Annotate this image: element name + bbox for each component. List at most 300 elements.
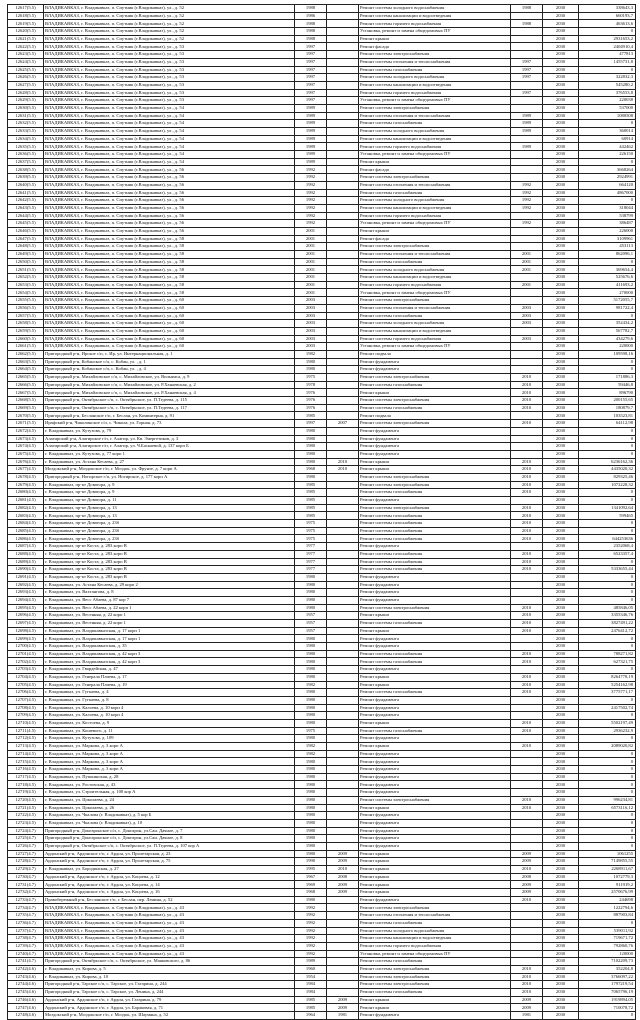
- cost-cell: 120000: [579, 950, 636, 958]
- planned-year-cell: 2030: [543, 543, 579, 551]
- record-id-cell: 12715(4.5): [8, 758, 44, 766]
- last-repair-year-cell: 2010: [511, 681, 543, 689]
- overhaul-year-cell: [327, 643, 359, 651]
- build-year-cell: 1989: [295, 104, 327, 112]
- planned-year-cell: 2030: [543, 327, 579, 335]
- address-cell: Ардонский р-н, Ардонское г/п, г. Ардон, ул. Пролетарская, д. 75: [44, 858, 295, 866]
- overhaul-year-cell: [327, 958, 359, 966]
- build-year-cell: 1997: [295, 58, 327, 66]
- cost-cell: 3766097,22: [579, 973, 636, 981]
- work-type-cell: Ремонт фасада: [359, 235, 511, 243]
- address-cell: Пригородный р-н, Кобанское с/п, с. Кобан, ул. , д. 1: [44, 358, 295, 366]
- last-repair-year-cell: [511, 427, 543, 435]
- overhaul-year-cell: [327, 104, 359, 112]
- work-type-cell: Ремонт крыши: [359, 673, 511, 681]
- cost-cell: 0: [579, 827, 636, 835]
- record-id-cell: 12671(5.5): [8, 420, 44, 428]
- build-year-cell: 2003: [295, 343, 327, 351]
- record-id-cell: 12684(4.5): [8, 520, 44, 528]
- work-type-cell: Ремонт крыши: [359, 804, 511, 812]
- address-cell: Пригородный р-н, Михайловское с/п, с. Михайловское, ул. Вильямса, д. 9: [44, 374, 295, 382]
- record-id-cell: 12681(4.5): [8, 497, 44, 505]
- record-id-cell: 12626(5.5): [8, 74, 44, 82]
- table-row: [8, 389, 636, 397]
- last-repair-year-cell: 1989: [511, 143, 543, 151]
- overhaul-year-cell: [327, 381, 359, 389]
- build-year-cell: 1992: [295, 919, 327, 927]
- table-row: [8, 873, 636, 881]
- address-cell: ВЛАДИКАВКАЗ, г. Владикавказ, п. Спутник (г.Владикавказ), ул., д. 56: [44, 212, 295, 220]
- planned-year-cell: 2030: [543, 589, 579, 597]
- table-row: [8, 527, 636, 535]
- last-repair-year-cell: [511, 573, 543, 581]
- table-row: [8, 274, 636, 282]
- last-repair-year-cell: 2009: [511, 850, 543, 858]
- work-type-cell: Ремонт системы электроснабжения: [359, 104, 511, 112]
- record-id-cell: 12645(5.5): [8, 220, 44, 228]
- cost-cell: 352434,2: [579, 320, 636, 328]
- build-year-cell: 1977: [295, 543, 327, 551]
- planned-year-cell: 2030: [543, 412, 579, 420]
- address-cell: ВЛАДИКАВКАЗ, г. Владикавказ, п. Спутник (г.Владикавказ), ул., д. 58: [44, 251, 295, 259]
- build-year-cell: 1980: [295, 366, 327, 374]
- address-cell: г. Владикавказ, пр-кт Доватора, д. 9: [44, 489, 295, 497]
- overhaul-year-cell: [327, 689, 359, 697]
- work-type-cell: Ремонт системы электроснабжения: [359, 973, 511, 981]
- planned-year-cell: 2030: [543, 89, 579, 97]
- record-id-cell: 12721(4.5): [8, 804, 44, 812]
- overhaul-year-cell: [327, 919, 359, 927]
- build-year-cell: 1989: [295, 958, 327, 966]
- record-id-cell: 12627(5.5): [8, 81, 44, 89]
- build-year-cell: 2003: [295, 335, 327, 343]
- cost-cell: 7149855,55: [579, 858, 636, 866]
- overhaul-year-cell: [327, 327, 359, 335]
- work-type-cell: Ремонт системы канализации и водоотведения: [359, 81, 511, 89]
- cost-cell: 60914: [579, 135, 636, 143]
- planned-year-cell: 2030: [543, 727, 579, 735]
- build-year-cell: 1980: [295, 643, 327, 651]
- cost-cell: 0: [579, 527, 636, 535]
- last-repair-year-cell: [511, 819, 543, 827]
- last-repair-year-cell: 1988: [511, 5, 543, 13]
- work-type-cell: Ремонт системы холодного водоснабжения: [359, 74, 511, 82]
- planned-year-cell: 2030: [543, 58, 579, 66]
- table-row: [8, 435, 636, 443]
- table-row: [8, 1012, 636, 1020]
- table-row: [8, 458, 636, 466]
- table-row: [8, 104, 636, 112]
- build-year-cell: 1976: [295, 389, 327, 397]
- record-id-cell: 12677(4.5): [8, 466, 44, 474]
- overhaul-year-cell: [327, 258, 359, 266]
- table-row: [8, 74, 636, 82]
- planned-year-cell: 2030: [543, 719, 579, 727]
- last-repair-year-cell: 2010: [511, 520, 543, 528]
- work-type-cell: Ремонт системы канализации и водоотведения: [359, 204, 511, 212]
- record-id-cell: 12697(4.5): [8, 620, 44, 628]
- address-cell: г. Владикавказ, ул. Вахтангова, д. 8: [44, 589, 295, 597]
- work-type-cell: Ремонт фундамента: [359, 781, 511, 789]
- work-type-cell: Ремонт системы электроснабжения: [359, 51, 511, 59]
- address-cell: Правобережный р-н, Бесланское г/п, г. Беслан, пер. Ленина, д. 52: [44, 896, 295, 904]
- last-repair-year-cell: [511, 942, 543, 950]
- cost-cell: 270000: [579, 289, 636, 297]
- build-year-cell: 1980: [295, 781, 327, 789]
- last-repair-year-cell: [511, 412, 543, 420]
- record-id-cell: 12667(5.5): [8, 389, 44, 397]
- last-repair-year-cell: [511, 43, 543, 51]
- address-cell: г. Владикавказ, пр-кт Доватора, д. 11: [44, 497, 295, 505]
- build-year-cell: 1980: [295, 704, 327, 712]
- cost-cell: 103523,81: [579, 412, 636, 420]
- build-year-cell: 1975: [295, 374, 327, 382]
- work-type-cell: Ремонт фундамента: [359, 812, 511, 820]
- overhaul-year-cell: [327, 304, 359, 312]
- last-repair-year-cell: 2009: [511, 881, 543, 889]
- record-id-cell: 12663(5.5): [8, 358, 44, 366]
- table-row: [8, 327, 636, 335]
- cost-cell: 0: [579, 789, 636, 797]
- build-year-cell: 1992: [295, 166, 327, 174]
- planned-year-cell: 2030: [543, 981, 579, 989]
- address-cell: ВЛАДИКАВКАЗ, г. Владикавказ, п. Спутник (г.Владикавказ), ул., д. 54: [44, 151, 295, 159]
- address-cell: г. Владикавказ, ул. Цоколаева, д. 26: [44, 804, 295, 812]
- table-row: [8, 473, 636, 481]
- work-type-cell: Ремонт системы холодного водоснабжения: [359, 320, 511, 328]
- table-row: [8, 212, 636, 220]
- planned-year-cell: 2030: [543, 266, 579, 274]
- work-type-cell: Ремонт фундамента: [359, 758, 511, 766]
- address-cell: Ардонский р-н, Ардонское г/п, г. Ардон, ул. Коцоева, д. 16: [44, 889, 295, 897]
- build-year-cell: 1980: [295, 835, 327, 843]
- build-year-cell: 1975: [295, 727, 327, 735]
- record-id-cell: 12708(4.5): [8, 704, 44, 712]
- last-repair-year-cell: 2010: [511, 389, 543, 397]
- work-type-cell: Установка, ремонт и замена общедомовых ПУ: [359, 950, 511, 958]
- table-row: [8, 635, 636, 643]
- last-repair-year-cell: [511, 635, 543, 643]
- address-cell: ВЛАДИКАВКАЗ, г. Владикавказ, п. Спутник (г.Владикавказ), ул., д. 56: [44, 220, 295, 228]
- planned-year-cell: 2030: [543, 666, 579, 674]
- table-row: [8, 704, 636, 712]
- address-cell: ВЛАДИКАВКАЗ, г. Владикавказ, п. Спутник (г.Владикавказ), ул., д. 56: [44, 204, 295, 212]
- overhaul-year-cell: 1981: [327, 1012, 359, 1020]
- cost-cell: 538799: [579, 212, 636, 220]
- build-year-cell: 1984: [295, 989, 327, 997]
- table-row: [8, 719, 636, 727]
- table-row: [8, 773, 636, 781]
- build-year-cell: 1997: [295, 81, 327, 89]
- table-row: [8, 942, 636, 950]
- work-type-cell: Ремонт фундамента: [359, 581, 511, 589]
- overhaul-year-cell: [327, 128, 359, 136]
- planned-year-cell: 2030: [543, 350, 579, 358]
- planned-year-cell: 2030: [543, 612, 579, 620]
- build-year-cell: 1960: [295, 965, 327, 973]
- table-row: [8, 450, 636, 458]
- cost-cell: 477813: [579, 51, 636, 59]
- last-repair-year-cell: 2009: [511, 889, 543, 897]
- last-repair-year-cell: 2010: [511, 381, 543, 389]
- record-id-cell: 12732(4.7): [8, 889, 44, 897]
- build-year-cell: 1980: [295, 735, 327, 743]
- record-id-cell: 12685(4.5): [8, 527, 44, 535]
- build-year-cell: 1980: [295, 804, 327, 812]
- address-cell: г. Владикавказ, ул. Астана Кесаева, д. 29 корп 2: [44, 581, 295, 589]
- overhaul-year-cell: [327, 743, 359, 751]
- record-id-cell: 12688(4.5): [8, 550, 44, 558]
- address-cell: Ардонский р-н, Ардонское г/п, г. Ардон, ул. Коцоева, д. 12: [44, 873, 295, 881]
- address-cell: г. Владикавказ, ул. Владикавказская, д. 17 корп 1: [44, 635, 295, 643]
- build-year-cell: 1995: [295, 866, 327, 874]
- overhaul-year-cell: [327, 135, 359, 143]
- planned-year-cell: 2030: [543, 773, 579, 781]
- work-type-cell: Ремонт фундамента: [359, 643, 511, 651]
- address-cell: ВЛАДИКАВКАЗ, г. Владикавказ, п. Спутник (г.Владикавказ), ул., д. 53: [44, 97, 295, 105]
- record-id-cell: 12619(5.5): [8, 20, 44, 28]
- overhaul-year-cell: [327, 497, 359, 505]
- work-type-cell: Ремонт фундамента: [359, 773, 511, 781]
- work-type-cell: Ремонт системы горячего водоснабжения: [359, 143, 511, 151]
- overhaul-year-cell: [327, 166, 359, 174]
- overhaul-year-cell: [327, 404, 359, 412]
- cost-cell: 0: [579, 635, 636, 643]
- build-year-cell: 1957: [295, 620, 327, 628]
- last-repair-year-cell: [511, 827, 543, 835]
- cost-cell: 2352068,4: [579, 543, 636, 551]
- overhaul-year-cell: [327, 789, 359, 797]
- address-cell: г. Владикавказ, ул. Гугкаева, д. 8: [44, 696, 295, 704]
- cost-cell: 719671,72: [579, 935, 636, 943]
- work-type-cell: Ремонт системы канализации и водоотведения: [359, 12, 511, 20]
- table-row: [8, 950, 636, 958]
- cost-cell: 6573116,12: [579, 804, 636, 812]
- build-year-cell: 1980: [295, 427, 327, 435]
- cost-cell: 567782,7: [579, 327, 636, 335]
- address-cell: г. Владикавказ, пр-кт Коста, д. 283 корп В: [44, 558, 295, 566]
- table-row: [8, 220, 636, 228]
- work-type-cell: Ремонт системы газоснабжения: [359, 558, 511, 566]
- work-type-cell: Ремонт системы канализации и водоотведения: [359, 135, 511, 143]
- table-row: [8, 358, 636, 366]
- record-id-cell: 12657(5.5): [8, 312, 44, 320]
- table-row: [8, 281, 636, 289]
- planned-year-cell: 2030: [543, 104, 579, 112]
- table-row: [8, 573, 636, 581]
- last-repair-year-cell: [511, 842, 543, 850]
- overhaul-year-cell: 2010: [327, 458, 359, 466]
- cost-cell: 5502197,49: [579, 719, 636, 727]
- work-type-cell: Установка, ремонт и замена общедомовых ПУ: [359, 220, 511, 228]
- work-type-cell: Ремонт фундамента: [359, 1012, 511, 1020]
- planned-year-cell: 2030: [543, 581, 579, 589]
- record-id-cell: 12664(5.5): [8, 366, 44, 374]
- address-cell: ВЛАДИКАВКАЗ, г. Владикавказ, п. Спутник (г.Владикавказ), ул., д. 52: [44, 35, 295, 43]
- build-year-cell: 1989: [295, 158, 327, 166]
- cost-cell: 0: [579, 573, 636, 581]
- record-id-cell: 12695(4.5): [8, 604, 44, 612]
- record-id-cell: 12704(4.5): [8, 673, 44, 681]
- last-repair-year-cell: 2010: [511, 527, 543, 535]
- planned-year-cell: 2030: [543, 343, 579, 351]
- planned-year-cell: 2030: [543, 35, 579, 43]
- planned-year-cell: 2030: [543, 873, 579, 881]
- work-type-cell: Ремонт системы газоснабжения: [359, 658, 511, 666]
- table-row: [8, 965, 636, 973]
- cost-cell: 7102209,73: [579, 958, 636, 966]
- build-year-cell: 1988: [295, 35, 327, 43]
- last-repair-year-cell: [511, 596, 543, 604]
- last-repair-year-cell: 1997: [511, 74, 543, 82]
- cost-cell: 0: [579, 366, 636, 374]
- table-row: [8, 935, 636, 943]
- cost-cell: 1341092,64: [579, 504, 636, 512]
- work-type-cell: Ремонт крыши: [359, 466, 511, 474]
- work-type-cell: Ремонт фундамента: [359, 827, 511, 835]
- cost-cell: 0: [579, 312, 636, 320]
- record-id-cell: 12678(4.5): [8, 473, 44, 481]
- record-id-cell: 12634(5.5): [8, 135, 44, 143]
- table-row: [8, 427, 636, 435]
- overhaul-year-cell: [327, 389, 359, 397]
- cost-cell: 64112,98: [579, 420, 636, 428]
- record-id-cell: 12747(4.6): [8, 1004, 44, 1012]
- overhaul-year-cell: [327, 220, 359, 228]
- table-row: [8, 566, 636, 574]
- work-type-cell: Ремонт системы канализации и водоотведения: [359, 327, 511, 335]
- work-type-cell: Ремонт системы горячего водоснабжения: [359, 942, 511, 950]
- overhaul-year-cell: [327, 766, 359, 774]
- planned-year-cell: 2030: [543, 112, 579, 120]
- work-type-cell: Ремонт крыши: [359, 227, 511, 235]
- record-id-cell: 12691(4.5): [8, 573, 44, 581]
- cost-cell: 996234,81: [579, 796, 636, 804]
- overhaul-year-cell: [327, 596, 359, 604]
- record-id-cell: 12649(5.5): [8, 251, 44, 259]
- last-repair-year-cell: 2010: [511, 743, 543, 751]
- address-cell: ВЛАДИКАВКАЗ, г. Владикавказ, п. Спутник (г.Владикавказ), ул., д. 56: [44, 181, 295, 189]
- last-repair-year-cell: 2010: [511, 612, 543, 620]
- cost-cell: 0: [579, 666, 636, 674]
- last-repair-year-cell: [511, 712, 543, 720]
- overhaul-year-cell: [327, 227, 359, 235]
- address-cell: ВЛАДИКАВКАЗ, г. Владикавказ, п. Спутник (г.Владикавказ), ул., д. 54: [44, 128, 295, 136]
- table-row: [8, 666, 636, 674]
- work-type-cell: Ремонт системы электроснабжения: [359, 796, 511, 804]
- work-type-cell: Ремонт системы газоснабжения: [359, 189, 511, 197]
- build-year-cell: 1980: [295, 573, 327, 581]
- record-id-cell: 12686(4.5): [8, 535, 44, 543]
- cost-cell: 1072228,32: [579, 481, 636, 489]
- overhaul-year-cell: [327, 727, 359, 735]
- overhaul-year-cell: [327, 819, 359, 827]
- table-row: [8, 251, 636, 259]
- address-cell: ВЛАДИКАВКАЗ, г. Владикавказ, п. Спутник (г.Владикавказ), ул., д. 54: [44, 104, 295, 112]
- overhaul-year-cell: 2009: [327, 858, 359, 866]
- address-cell: г. Владикавказ, ул. Костоева, д. 9: [44, 719, 295, 727]
- work-type-cell: Ремонт крыши: [359, 743, 511, 751]
- overhaul-year-cell: [327, 374, 359, 382]
- overhaul-year-cell: [327, 550, 359, 558]
- build-year-cell: 1980: [295, 596, 327, 604]
- work-type-cell: Ремонт фундамента: [359, 358, 511, 366]
- cost-cell: 2089020,82: [579, 743, 636, 751]
- table-row: [8, 420, 636, 428]
- cost-cell: 887903,84: [579, 912, 636, 920]
- overhaul-year-cell: [327, 712, 359, 720]
- cost-cell: 338643,3: [579, 5, 636, 13]
- table-row: [8, 258, 636, 266]
- address-cell: г. Владикавказ, ул. Маркова, д. 3 корп А: [44, 766, 295, 774]
- address-cell: ВЛАДИКАВКАЗ, г. Владикавказ, п. Спутник (г.Владикавказ), ул., д. 53: [44, 43, 295, 51]
- build-year-cell: 2001: [295, 243, 327, 251]
- overhaul-year-cell: [327, 842, 359, 850]
- build-year-cell: 1982: [295, 681, 327, 689]
- last-repair-year-cell: [511, 151, 543, 159]
- work-type-cell: Ремонт системы горячего водоснабжения: [359, 89, 511, 97]
- last-repair-year-cell: [511, 781, 543, 789]
- build-year-cell: 1992: [295, 935, 327, 943]
- table-row: [8, 973, 636, 981]
- address-cell: г. Владикавказ, ул. Калоева, д. 10 корп 4: [44, 712, 295, 720]
- table-row: [8, 919, 636, 927]
- work-type-cell: Ремонт крыши: [359, 889, 511, 897]
- last-repair-year-cell: 1997: [511, 66, 543, 74]
- address-cell: ВЛАДИКАВКАЗ, г. Владикавказ, п. Спутник (г.Владикавказ), ул., д. 60: [44, 312, 295, 320]
- build-year-cell: 1992: [295, 912, 327, 920]
- address-cell: Алагирский р-н, Алагирское г/п, г. Алагир, ул. Кв. Энергетиков, д. 3: [44, 435, 295, 443]
- address-cell: ВЛАДИКАВКАЗ, г. Владикавказ, п. Спутник (г.Владикавказ), ул., д. 53: [44, 66, 295, 74]
- address-cell: ВЛАДИКАВКАЗ, г. Владикавказ, п. Спутник (г.Владикавказ), ул., д. 60: [44, 335, 295, 343]
- last-repair-year-cell: [511, 212, 543, 220]
- overhaul-year-cell: 2007: [327, 420, 359, 428]
- address-cell: г. Владикавказ, ул. Владикавказская, д. 35: [44, 643, 295, 651]
- overhaul-year-cell: [327, 66, 359, 74]
- last-repair-year-cell: [511, 950, 543, 958]
- table-row: [8, 204, 636, 212]
- record-id-cell: 12625(5.5): [8, 66, 44, 74]
- record-id-cell: 12693(4.5): [8, 589, 44, 597]
- cost-cell: 0: [579, 919, 636, 927]
- address-cell: г. Владикавказ, ул. Кошевого, д. 11: [44, 727, 295, 735]
- table-row: [8, 43, 636, 51]
- table-row: [8, 858, 636, 866]
- address-cell: Моздокский р-н, Моздокское г/п, г. Моздок, ул. Фрунзе, д. 7 корп А: [44, 466, 295, 474]
- cost-cell: 0: [579, 258, 636, 266]
- build-year-cell: 1980: [295, 666, 327, 674]
- planned-year-cell: 2030: [543, 866, 579, 874]
- cost-cell: 0: [579, 558, 636, 566]
- table-row: [8, 404, 636, 412]
- work-type-cell: Установка, ремонт и замена общедомовых ПУ: [359, 289, 511, 297]
- overhaul-year-cell: [327, 620, 359, 628]
- planned-year-cell: 2030: [543, 550, 579, 558]
- record-id-cell: 12672(4.5): [8, 427, 44, 435]
- table-row: [8, 673, 636, 681]
- record-id-cell: 12675(4.5): [8, 450, 44, 458]
- planned-year-cell: 2030: [543, 74, 579, 82]
- work-type-cell: Ремонт фундамента: [359, 735, 511, 743]
- work-type-cell: Ремонт системы канализации и водоотведения: [359, 274, 511, 282]
- planned-year-cell: 2030: [543, 358, 579, 366]
- record-id-cell: 12618(5.5): [8, 12, 44, 20]
- record-id-cell: 12643(5.5): [8, 204, 44, 212]
- planned-year-cell: 2030: [543, 473, 579, 481]
- record-id-cell: 12666(5.5): [8, 381, 44, 389]
- last-repair-year-cell: [511, 97, 543, 105]
- address-cell: г. Владикавказ, ул. Весенняя, д. 22 корп 1: [44, 612, 295, 620]
